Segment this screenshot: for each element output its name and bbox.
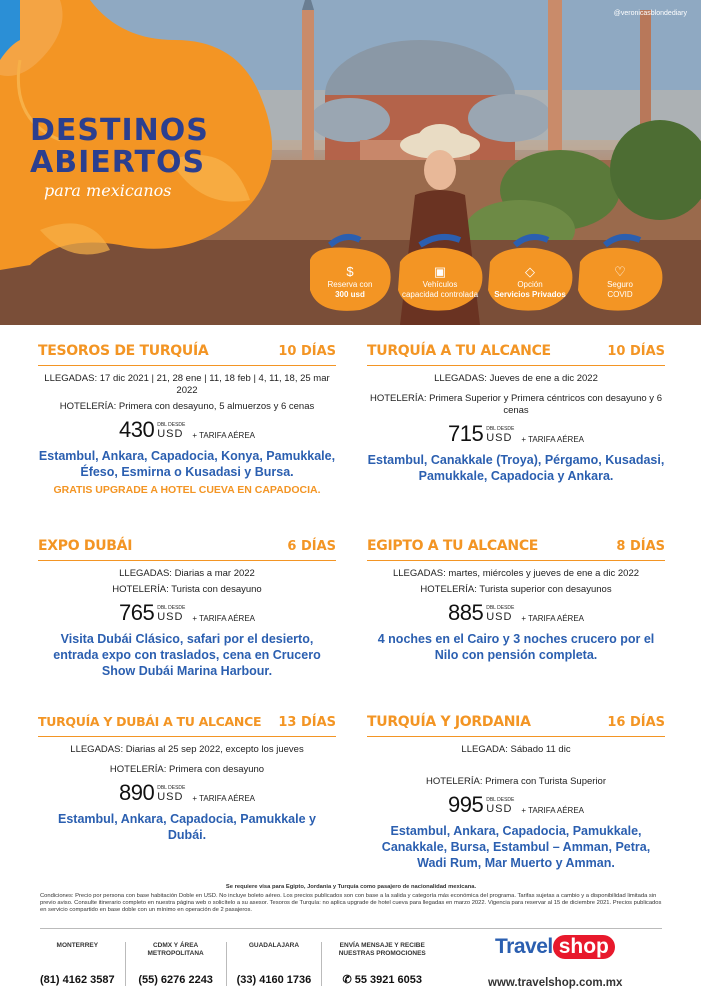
package-promo: GRATIS UPGRADE A HOTEL CUEVA EN CAPADOCIA. <box>53 484 321 496</box>
package-title: TURQUÍA Y DUBÁI A TU ALCANCE <box>38 714 262 729</box>
badge-vehiculos-line1: Vehículos <box>422 279 458 289</box>
contact-city: CDMX Y ÁREA METROPOLITANA <box>147 942 204 957</box>
whatsapp-icon: ✆ <box>342 974 355 986</box>
badge-covid-line2: COVID <box>607 289 633 299</box>
package-title: TESOROS DE TURQUÍA <box>38 343 209 359</box>
package-turquia-jordania <box>367 714 665 871</box>
package-title: EGIPTO A TU ALCANCE <box>367 538 539 554</box>
price-dbl: DBL DESDE <box>486 426 515 432</box>
package-hoteleria: HOTELERÍA: Primera con desayuno <box>109 764 265 775</box>
price-tarifa: + TARIFA AÉREA <box>192 614 255 623</box>
contact-whatsapp <box>322 942 442 986</box>
headline <box>30 115 209 200</box>
price-tarifa: + TARIFA AÉREA <box>521 614 584 623</box>
contact-cdmx <box>126 942 227 986</box>
contact-monterrey <box>40 942 126 986</box>
contact-phone[interactable]: (55) 6276 2243 <box>138 974 213 986</box>
contact-phone[interactable] <box>342 973 422 986</box>
package-price-row <box>367 792 665 818</box>
price-meta <box>486 604 514 622</box>
package-egipto-alcance <box>367 538 665 663</box>
price-tarifa: + TARIFA AÉREA <box>192 431 255 440</box>
package-hoteleria: HOTELERÍA: Primera Superior y Primera céntricos con desayuno y 6 cenas <box>370 393 662 416</box>
price-dbl: DBL DESDE <box>486 797 515 803</box>
package-header <box>38 343 336 366</box>
package-title: EXPO DUBÁI <box>38 538 133 554</box>
package-header <box>367 538 665 561</box>
package-price: 765 <box>118 600 155 625</box>
package-price-row <box>38 780 336 806</box>
visa-note: Se requiere visa para Egipto, Jordania y Turquía como pasajero de nacionalidad mexicana. <box>225 884 477 890</box>
contact-phone[interactable]: (33) 4160 1736 <box>236 974 312 986</box>
logo-shop: shop <box>553 935 615 959</box>
package-price: 715 <box>447 421 484 446</box>
package-days: 10 DÍAS <box>278 344 336 359</box>
badge-covid <box>576 253 664 311</box>
travelshop-logo[interactable] <box>495 935 615 959</box>
price-meta <box>486 425 514 443</box>
fine-print <box>40 884 662 914</box>
package-hoteleria: HOTELERÍA: Turista superior con desayunos <box>420 584 612 595</box>
package-route: Estambul, Ankara, Capadocia, Pamukkale, Canakkale, Bursa, Estambul – Amman, Petra, Wadi Rum, Mar Muerto y Amman. <box>381 824 651 870</box>
package-price-row <box>38 417 336 443</box>
diamond-icon: ◇ <box>525 263 535 279</box>
badge-vehiculos-line2: capacidad controlada <box>401 289 479 299</box>
badge-reserva-line1: Reserva con <box>327 279 373 289</box>
price-meta <box>486 796 514 814</box>
package-route: Estambul, Canakkale (Troya), Pérgamo, Kusadasi, Pamukkale, Capadocia y Ankara. <box>367 453 665 483</box>
badge-reserva-line2: 300 usd <box>335 289 365 299</box>
package-expo-dubai <box>38 538 336 679</box>
logo-travel: Travel <box>495 935 553 958</box>
price-meta <box>157 784 185 802</box>
badge-privados <box>486 253 574 311</box>
conditions-note: Condiciones: Precio por persona con base habitación Doble en USD. No incluye boleto aéreo. Los precios publicados son con base a la salida y categoría más económica del programa. Tarifas sujetas a cambio y a disponibilidad limitada sin previo aviso. Consulte itinerario completo en nuestra página web o solicítelo a su asesor. Tesoros de Turquía: no aplica upgrade de hotel cueva para llegadas en marzo 2022. Vigencia para reservar al 15 de diciembre 2021. Precios publicados en servicio compartido en base doble con un mínimo en operación de 2 pasajeros. <box>40 893 662 913</box>
package-hoteleria: HOTELERÍA: Primera con desayuno, 5 almuerzos y 6 cenas <box>59 401 315 412</box>
price-currency: USD <box>157 611 184 623</box>
package-llegadas: LLEGADAS: Jueves de ene a dic 2022 <box>434 373 598 384</box>
package-days: 8 DÍAS <box>616 539 665 554</box>
price-tarifa: + TARIFA AÉREA <box>521 435 584 444</box>
package-llegadas: LLEGADAS: Diarias a mar 2022 <box>119 568 255 579</box>
badge-reserva <box>306 253 394 311</box>
price-currency: USD <box>157 791 184 803</box>
package-header <box>38 714 336 737</box>
package-route: Estambul, Ankara, Capadocia, Konya, Pamukkale, Éfeso, Esmirna o Kusadasi y Bursa. <box>38 449 336 479</box>
package-header <box>367 714 665 737</box>
badge-privados-line1: Opción <box>517 279 543 289</box>
price-meta <box>157 421 185 439</box>
money-bag-icon: $ <box>346 263 354 279</box>
package-hoteleria: HOTELERÍA: Turista con desayuno <box>112 584 262 595</box>
headline-line-3: para mexicanos <box>44 181 172 200</box>
package-title: TURQUÍA A TU ALCANCE <box>367 343 551 359</box>
package-days: 10 DÍAS <box>607 344 665 359</box>
price-currency: USD <box>486 432 513 444</box>
photo-credit: @veronicasblondediary <box>613 10 687 17</box>
package-llegadas: LLEGADAS: martes, miércoles y jueves de ene a dic 2022 <box>392 568 640 579</box>
price-tarifa: + TARIFA AÉREA <box>192 794 255 803</box>
badge-covid-line1: Seguro <box>607 279 633 289</box>
price-currency: USD <box>157 428 184 440</box>
price-currency: USD <box>486 803 513 815</box>
package-route: 4 noches en el Cairo y 3 noches crucero por el Nilo con pensión completa. <box>377 632 655 662</box>
package-route: Visita Dubái Clásico, safari por el desierto, entrada expo con traslados, cena en Crucero Show Dubái Marina Harbour. <box>53 632 321 678</box>
price-dbl: DBL DESDE <box>157 785 186 791</box>
contact-city: GUADALAJARA <box>248 942 300 949</box>
package-price: 995 <box>447 792 484 817</box>
website-link[interactable]: www.travelshop.com.mx <box>488 977 623 989</box>
hero-banner <box>0 0 701 325</box>
price-dbl: DBL DESDE <box>486 605 515 611</box>
contact-city: MONTERREY <box>56 942 99 949</box>
package-price: 430 <box>118 417 155 442</box>
package-price: 885 <box>447 600 484 625</box>
badge-privados-line2: Servicios Privados <box>494 289 566 299</box>
package-hoteleria: HOTELERÍA: Primera con Turista Superior <box>425 776 607 787</box>
price-currency: USD <box>486 611 513 623</box>
package-price-row <box>367 421 665 447</box>
whatsapp-number: 55 3921 6053 <box>354 974 423 986</box>
badge-vehiculos <box>396 253 484 311</box>
price-dbl: DBL DESDE <box>157 422 186 428</box>
package-days: 6 DÍAS <box>287 539 336 554</box>
contact-phone[interactable]: (81) 4162 3587 <box>40 974 115 986</box>
package-tesoros-turquia <box>38 343 336 496</box>
package-days: 16 DÍAS <box>607 715 665 730</box>
package-turquia-alcance <box>367 343 665 484</box>
price-tarifa: + TARIFA AÉREA <box>521 806 584 815</box>
package-days: 13 DÍAS <box>278 715 336 730</box>
package-price-row <box>38 600 336 626</box>
package-title: TURQUÍA Y JORDANIA <box>367 714 531 730</box>
headline-line-2: ABIERTOS <box>30 145 206 180</box>
price-meta <box>157 604 185 622</box>
contact-city: ENVÍA MENSAJE Y RECIBE NUESTRAS PROMOCIONES <box>338 942 426 957</box>
package-price-row <box>367 600 665 626</box>
bus-icon: ▣ <box>433 263 447 279</box>
headline-line-1: DESTINOS <box>30 113 209 148</box>
package-turquia-dubai <box>38 714 336 843</box>
package-header <box>367 343 665 366</box>
package-llegadas: LLEGADAS: Diarias al 25 sep 2022, excepto los jueves <box>70 744 304 755</box>
price-dbl: DBL DESDE <box>157 605 186 611</box>
package-header <box>38 538 336 561</box>
package-route: Estambul, Ankara, Capadocia, Pamukkale y Dubái. <box>58 812 316 842</box>
package-price: 890 <box>118 780 155 805</box>
stethoscope-icon: ♡ <box>614 263 626 279</box>
footer-divider <box>40 928 662 929</box>
package-llegadas: LLEGADAS: 17 dic 2021 | 21, 28 ene | 11, 18 feb | 4, 11, 18, 25 mar 2022 <box>44 373 330 396</box>
contact-guadalajara <box>227 942 323 986</box>
package-llegadas: LLEGADA: Sábado 11 dic <box>461 744 571 755</box>
